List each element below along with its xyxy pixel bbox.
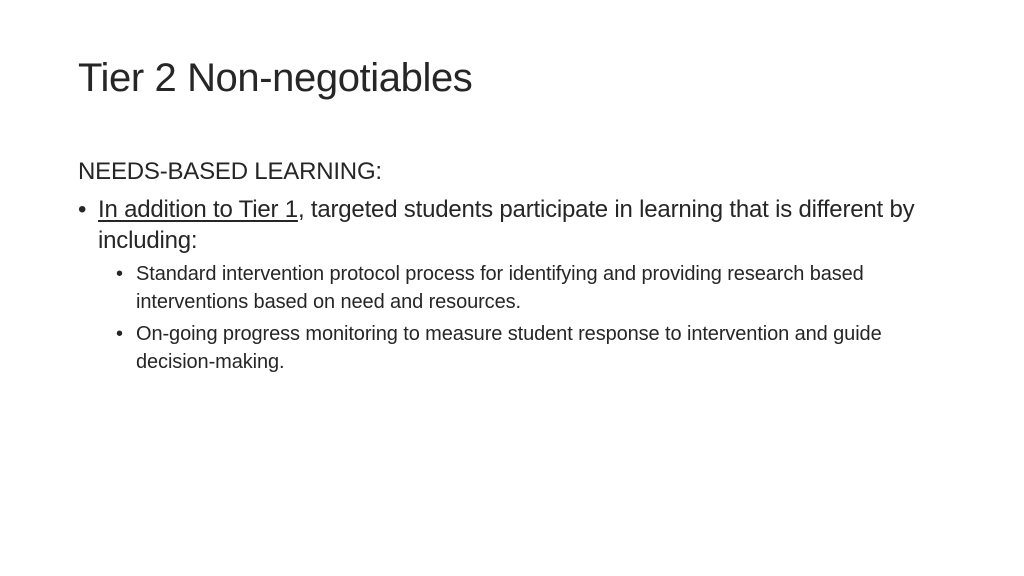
sub-bullet-text: On-going progress monitoring to measure student response to intervention and guide decision-making.: [136, 323, 882, 373]
sub-bullet-list: [116, 260, 958, 376]
main-bullet: [78, 194, 958, 256]
main-bullet-underlined-text: In addition to Tier 1: [98, 196, 298, 223]
bullet-glyph: •: [116, 323, 123, 345]
slide-title: Tier 2 Non-negotiables: [78, 56, 473, 100]
section-heading: NEEDS-BASED LEARNING:: [78, 158, 382, 185]
sub-bullet-text: Standard intervention protocol process for identifying and providing research based interventions based on need and resources.: [136, 263, 864, 313]
bullet-glyph: •: [78, 196, 87, 223]
main-bullet-text: , targeted students participate in learning that is different by including:: [98, 196, 915, 254]
sub-bullet: [116, 320, 958, 376]
sub-bullet: [116, 260, 958, 316]
bullet-glyph: •: [116, 263, 123, 285]
slide-body: [78, 156, 958, 380]
